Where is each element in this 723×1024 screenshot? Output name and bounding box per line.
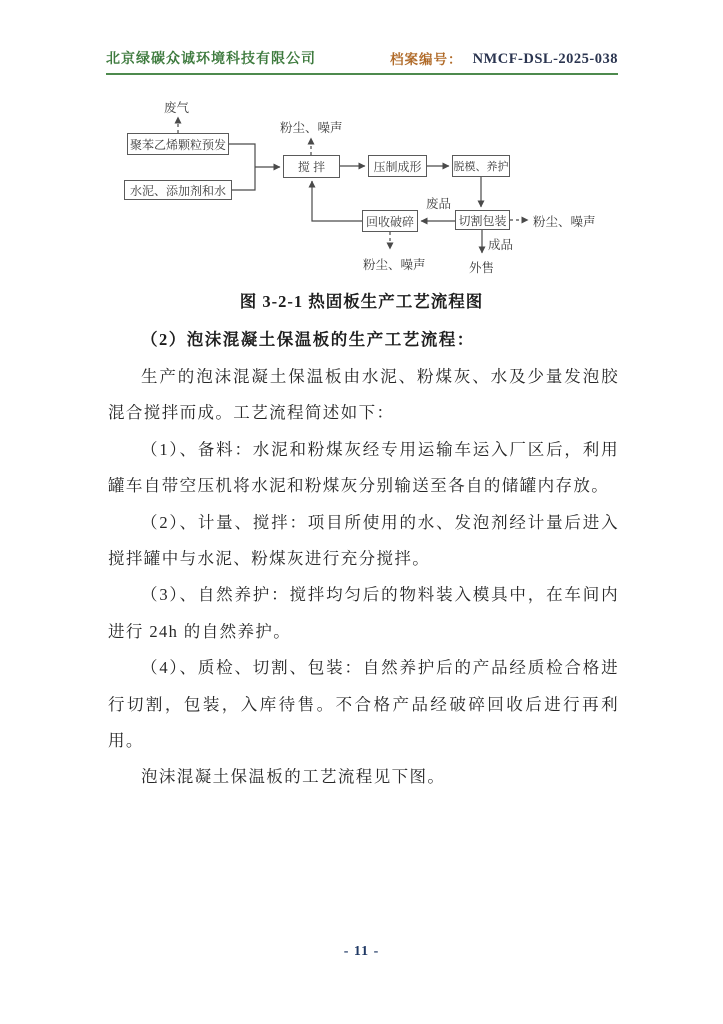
section-heading: （2）泡沫混凝土保温板的生产工艺流程： bbox=[141, 330, 475, 349]
flow-box-materials: 水泥、添加剂和水 bbox=[124, 180, 232, 200]
paragraph: （3）、自然养护：搅拌均匀后的物料装入模具中，在车间内进行 24h 的自然养护。 bbox=[108, 585, 619, 641]
flow-label-dust-noise-mixing: 粉尘、噪声 bbox=[280, 121, 343, 135]
paragraph: （4）、质检、切割、包装：自然养护后的产品经质检合格进行切割，包装，入库待售。不合格产品经破碎回收后进行再利用。 bbox=[108, 658, 619, 751]
figure-caption: 图 3-2-1 热固板生产工艺流程图 bbox=[239, 292, 484, 311]
flow-box-mixing: 搅 拌 bbox=[283, 155, 340, 178]
flow-label-dust-noise-cutting: 粉尘、噪声 bbox=[533, 215, 596, 229]
flow-label-sold: 外售 bbox=[469, 261, 495, 275]
flow-box-cutting: 切割包装 bbox=[455, 210, 510, 230]
paragraph: 泡沫混凝土保温板的工艺流程见下图。 bbox=[141, 767, 446, 787]
flow-box-pressing: 压制成形 bbox=[368, 155, 427, 177]
flow-box-recycle: 回收破碎 bbox=[362, 210, 418, 232]
flow-label-finished: 成品 bbox=[488, 238, 514, 252]
flow-label-waste-gas: 废气 bbox=[164, 101, 190, 115]
page-header bbox=[106, 48, 618, 75]
flow-label-dust-noise-recycle: 粉尘、噪声 bbox=[363, 258, 426, 272]
body-text bbox=[108, 359, 619, 796]
flow-box-pre-expand: 聚苯乙烯颗粒预发 bbox=[127, 133, 229, 155]
paragraph: （1）、备料：水泥和粉煤灰经专用运输车运入厂区后，利用罐车自带空压机将水泥和粉煤灰分别输送至各自的储罐内存放。 bbox=[108, 439, 619, 496]
paragraph: 生产的泡沫混凝土保温板由水泥、粉煤灰、水及少量发泡胶混合搅拌而成。工艺流程简述如下： bbox=[108, 367, 619, 423]
page-number: - 11 - bbox=[343, 944, 380, 959]
archive-number-group bbox=[390, 48, 618, 68]
process-flowchart bbox=[100, 92, 640, 288]
company-name: 北京绿碳众诚环境科技有限公司 bbox=[106, 52, 316, 67]
paragraph: （2）、计量、搅拌：项目所使用的水、发泡剂经计量后进入搅拌罐中与水泥、粉煤灰进行充分搅拌。 bbox=[108, 512, 619, 569]
connector-left-junction bbox=[229, 144, 255, 190]
archive-number: NMCF-DSL-2025-038 bbox=[472, 51, 618, 67]
connector-recycle-return bbox=[312, 181, 362, 221]
flow-label-scrap: 废品 bbox=[426, 197, 452, 211]
archive-label: 档案编号： bbox=[390, 52, 463, 67]
flow-box-demold: 脱模、养护 bbox=[452, 155, 510, 177]
